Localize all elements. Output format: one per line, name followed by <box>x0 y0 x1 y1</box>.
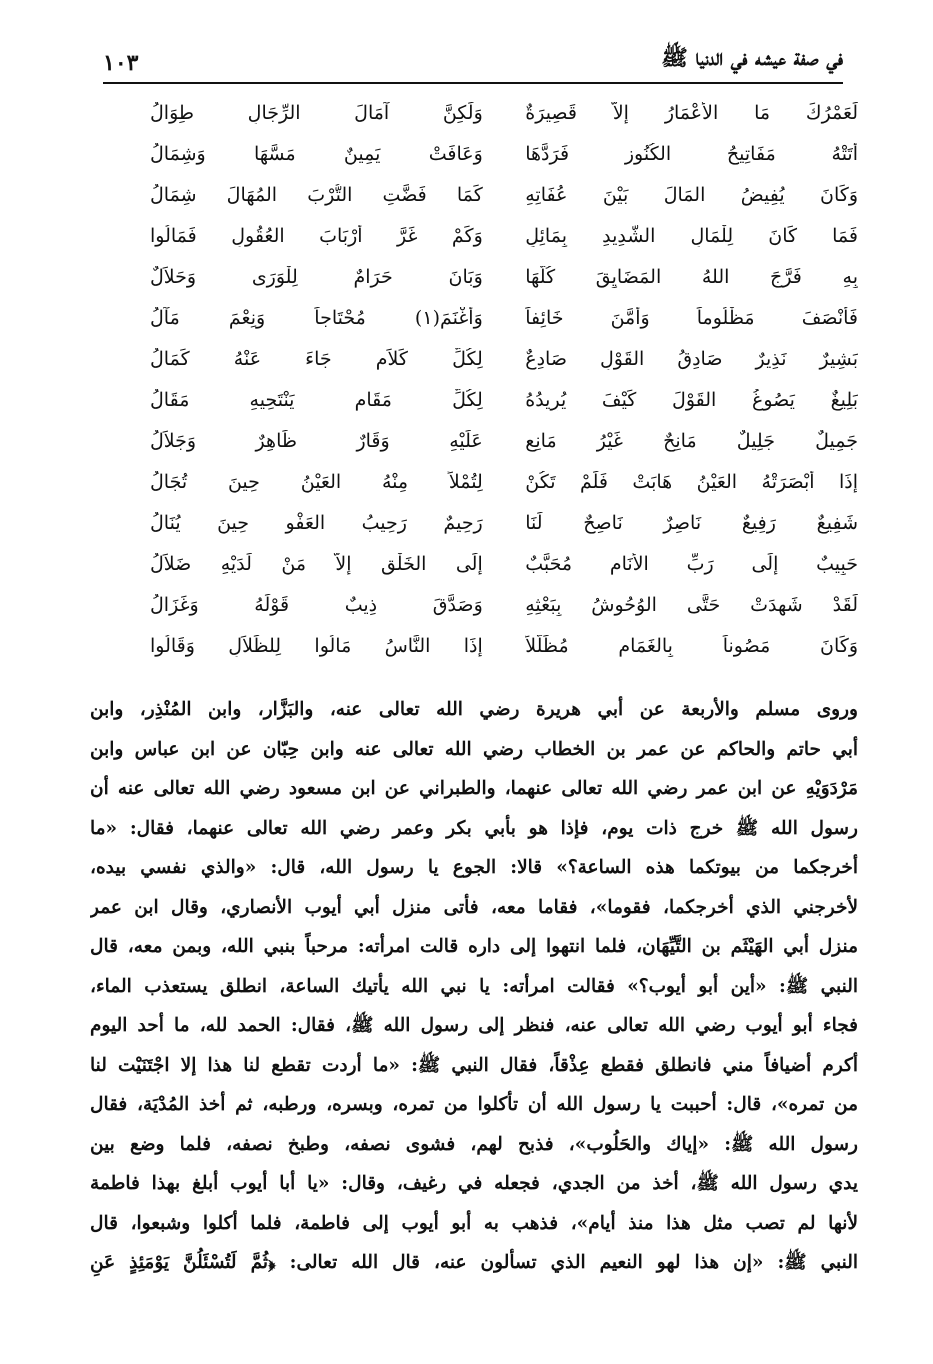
verse-first-hemistich: أَتَتْهُ مَفَاتِيحُ الكُنُوزِ فَرَدَّهَا <box>525 142 858 165</box>
prose-line: فجاء أبو أيوب رضي الله تعالى عنه، فنظر إلى رسول الله ﷺ، فقال: الحمد لله، ما أحد اليوم <box>90 1015 858 1036</box>
verse-first-hemistich: لَعَمْرُكَ مَا الأعْمَارُ إلاَّ قَصِيرَةٌ <box>525 101 858 124</box>
verse-second-hemistich: إذَا النَّاسُ مَالُوا لِلظِّلاَلِ وَقَالُوا <box>150 634 483 657</box>
poem-verse <box>150 543 858 584</box>
prose-line: أبي حاتم والحاكم عن عمر بن الخطاب رضي الله تعالى عنه وابن حِبّان عن ابن عباس وابن <box>90 738 858 760</box>
verse-second-hemistich: وَصَدَّقَ ذِيبٌ قَوْلَهُ وَغَزَالُ <box>150 593 483 616</box>
page-header <box>103 38 843 84</box>
page-number: ١٠٣ <box>103 50 139 76</box>
prose-line: النبي ﷺ: «إن هذا لهو النعيم الذي تسألون عنه، قال الله تعالى: ﴿ثُمَّ لَتُسْئَلُنَّ يَوْمَئِذٍ عَنِ <box>90 1252 858 1273</box>
prose-line: لأخرجني الذي أخرجكما، فقوما»، فقاما معه، فأتى منزل أبي أيوب الأنصاري، وقال ابن عمر <box>90 896 858 918</box>
verse-second-hemistich: وَأَغْنَمَ(١) مُحْتَاجاً وَنِعْمَ مَآلُ <box>150 306 483 329</box>
verse-second-hemistich: وَلَكِنَّ آمَالَ الرِّجَالِ طِوَالُ <box>150 101 483 124</box>
running-title: في صفة عيشه في الدنيا ﷺ <box>661 45 843 71</box>
prose-line: منزل أبي الهَيْثَم بن التَّيِّهَان، فلما انتهوا إلى داره قالت امرأته: مرحباً بنبي الله، وبمن معه، قال <box>90 936 858 957</box>
prose-line: لأنها لم تصب مثل هذا منذ أيام»، فذهب به أبو أيوب إلى فاطمة، فلما أكلوا وشبعوا، قال <box>90 1212 858 1234</box>
poem-verse <box>150 584 858 625</box>
verse-second-hemistich: وَعَافَتْ يَمِينٌ مَسَّهَا وَشِمَالُ <box>150 142 483 165</box>
verse-second-hemistich: وَبَانَ حَرَامٌ لِلْوَرَى وَحَلاَلٌ <box>150 265 483 288</box>
poem-verse <box>150 461 858 502</box>
poem-verse <box>150 625 858 666</box>
poem-verse <box>150 379 858 420</box>
poem-verse <box>150 338 858 379</box>
prose-line: النبي ﷺ: «أين أبو أيوب؟» فقالت امرأته: يا نبي الله يأتيك الساعة، انطلق يستعذب الماء، <box>90 975 858 997</box>
verse-first-hemistich: وَكَانَ مَصُوناً بِالغَمَامِ مُظَلَّلاً <box>525 634 858 657</box>
verse-second-hemistich: لِتُمْلاً مِنْهُ العَيْنُ حِينَ تُجَالُ <box>150 470 483 493</box>
poem-verse <box>150 420 858 461</box>
verse-first-hemistich: بَشِيرٌ نَذِيرٌ صَادِقُ القَوْلِ صَادِعٌ <box>525 347 858 370</box>
verse-first-hemistich: بِهِ فَرَّجَ اللهُ المَضَايِقَ كُلَّهَا <box>525 265 858 288</box>
prose-line: من تمره»، قال: أحببت يا رسول الله أن تأكلوا من تمره، وبسره، ورطبه، ثم أخذ المُدْيَة، فقال <box>90 1094 858 1115</box>
poem-verse <box>150 133 858 174</box>
verse-first-hemistich: جَمِيلٌ جَلِيلٌ مَانِحٌ غَيْرُ مَانِعٍ <box>525 429 858 452</box>
verse-first-hemistich: وَكَانَ يُفِيضُ المَالَ بَيْنَ عُفَاتِهِ <box>525 183 858 206</box>
poem-verse <box>150 92 858 133</box>
verse-first-hemistich: بَلِيغٌ يَصُوغُ القَوْلَ كَيْفَ يُرِيدُهُ <box>525 388 858 411</box>
verse-second-hemistich: عَلَيْهِ وَقَارٌ ظَاهِرٌ وَجَلاَلُ <box>150 429 483 452</box>
poem-verse <box>150 502 858 543</box>
verse-second-hemistich: إِلَى الخَلْقِ إِلاَّ مَنْ لَدَيْهِ ضَلاَلُ <box>150 552 483 575</box>
verse-second-hemistich: لِكُلِّ مَقَامٍ يَنْتَحِيهِ مَقَالُ <box>150 388 483 411</box>
poem-verse <box>150 174 858 215</box>
verse-first-hemistich: إذَا أَبْصَرَتْهُ العَيْنُ هَابَتْ فَلَمْ تَكُنْ <box>525 470 858 493</box>
prose-paragraph <box>90 690 858 1283</box>
prose-line: رسول الله ﷺ: «إياك والحَلُوب»، فذبح لهم، فشوى نصفه، وطبخ نصفه، فلما وضع بين <box>90 1133 858 1155</box>
verse-first-hemistich: لَقَدْ شَهِدَتْ حَتَّى الوُحُوشُ بِبَعْثِهِ <box>525 593 858 616</box>
verse-first-hemistich: حَبِيبٌ إِلَى رَبِّ الأَنَامِ مُحَبَّبٌ <box>525 552 858 575</box>
verse-first-hemistich: فَمَا كَانَ لِلْمَالِ الشَّدِيدِ بِمَائِلٍ <box>525 224 858 247</box>
prose-line: يدي رسول الله ﷺ، أخذ من الجدي، فجعله في رغيف، وقال: «يا أبا أيوب أبلغ بهذا فاطمة <box>90 1173 858 1194</box>
prose-line: أخرجكما من بيوتكما هذه الساعة؟» قالا: الجوع يا رسول الله، قال: «والذي نفسي بيده، <box>90 857 858 878</box>
poem-verse <box>150 256 858 297</box>
poem <box>150 92 858 666</box>
poem-verse <box>150 297 858 338</box>
verse-first-hemistich: شَفِيعٌ رَفِيعٌ نَاصِرٌ نَاصِحٌ لَنَا <box>525 511 858 534</box>
prose-line: رسول الله ﷺ خرج ذات يوم، فإذا هو بأبي بكر وعمر رضي الله تعالى عنهما، فقال: «ما <box>90 817 858 839</box>
verse-second-hemistich: كَمَا فَضَّتِ التُّرْبَ المُهَالَ شِمَالُ <box>150 183 483 206</box>
prose-line: وروى مسلم والأربعة عن أبي هريرة رضي الله تعالى عنه، والبَزَّار، وابن المُنْذِر، وابن <box>90 699 858 720</box>
prose-line: أكرم أضيافاً مني فانطلق فقطع عِذْقاً، فقال النبي ﷺ: «ما أردت تقطع لنا هذا إلا اجْتَنَيْت لنا <box>90 1054 858 1076</box>
verse-second-hemistich: رَحِيمٌ رَحِيبُ العَفْوِ حِينَ يُنَالُ <box>150 511 483 534</box>
verse-second-hemistich: لِكُلِّ كَلاَمٍ جَاءَ عَنْهُ كَمَالُ <box>150 347 483 370</box>
prose-line: مَرْدَوَيْهِ عن ابن عمر رضي الله تعالى عنهما، والطبراني عن ابن مسعود رضي الله تعالى عنه أن <box>90 778 858 799</box>
verse-second-hemistich: وَكَمْ غَرَّ أَرْبَابَ العُقُولِ فَمَالُوا <box>150 224 483 247</box>
poem-verse <box>150 215 858 256</box>
verse-first-hemistich: فَأَنْصَفَ مَظْلُوماً وَأَمَّنَ خَائِفاً <box>525 306 858 329</box>
